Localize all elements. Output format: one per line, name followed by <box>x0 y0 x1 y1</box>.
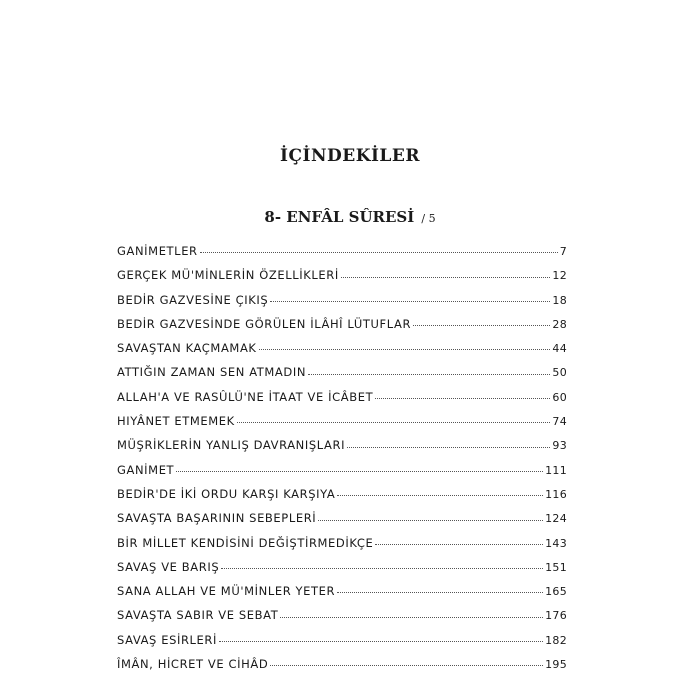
toc-entry[interactable] <box>117 263 567 287</box>
toc-entry-label: SANA ALLAH VE MÜ'MİNLER YETER <box>117 584 336 599</box>
toc-entry[interactable] <box>117 312 567 336</box>
toc-entry-page: 124 <box>545 512 567 526</box>
toc-dot-leader <box>337 495 543 496</box>
toc-entry-label: SAVAŞTA SABIR VE SEBAT <box>117 608 279 623</box>
toc-dot-leader <box>237 422 551 423</box>
toc-entry[interactable] <box>117 409 567 433</box>
toc-dot-leader <box>308 374 550 375</box>
toc-entry-label: GANİMET <box>117 462 175 477</box>
toc-entry-label: HIYÂNET ETMEMEK <box>117 414 235 429</box>
toc-entry-page: 74 <box>552 415 567 429</box>
toc-dot-leader <box>341 277 551 278</box>
toc-entry-label: GERÇEK MÜ'MİNLERİN ÖZELLİKLERİ <box>117 268 339 283</box>
toc-entry-page: 195 <box>545 658 567 672</box>
toc-entry[interactable] <box>117 288 567 312</box>
toc-dot-leader <box>347 447 550 448</box>
toc-entry[interactable] <box>117 385 567 409</box>
toc-entry-page: 143 <box>545 536 567 550</box>
section-heading-title: 8- ENFÂL SÛRESİ <box>264 208 415 226</box>
toc-entry-label: ATTIĞIN ZAMAN SEN ATMADIN <box>117 365 307 380</box>
toc-entry[interactable] <box>117 360 567 384</box>
toc-entry[interactable] <box>117 482 567 506</box>
toc-entry-page: 50 <box>552 366 567 380</box>
toc-dot-leader <box>318 520 543 521</box>
toc-dot-leader <box>280 617 543 618</box>
toc-entry[interactable] <box>117 506 567 530</box>
toc-entry-page: 116 <box>545 487 567 501</box>
toc-entry-page: 7 <box>559 245 567 258</box>
toc-dot-leader <box>337 592 543 593</box>
toc-dot-leader <box>375 544 543 545</box>
toc-dot-leader <box>270 665 543 666</box>
toc-dot-leader <box>219 641 543 642</box>
toc-entry-page: 28 <box>552 317 567 331</box>
toc-entry-label: BİR MİLLET KENDİSİNİ DEĞİŞTİRMEDİKÇE <box>117 535 374 550</box>
toc-dot-leader <box>375 398 550 399</box>
toc-entry-page: 18 <box>552 293 567 307</box>
toc-entry-page: 151 <box>545 560 567 574</box>
toc-dot-leader <box>200 252 558 253</box>
table-of-contents <box>117 239 567 676</box>
toc-dot-leader <box>221 568 543 569</box>
toc-entry[interactable] <box>117 579 567 603</box>
toc-entry[interactable] <box>117 433 567 457</box>
toc-entry-page: 60 <box>552 390 567 404</box>
toc-dot-leader <box>176 471 543 472</box>
toc-entry-page: 165 <box>545 585 567 599</box>
toc-entry-label: SAVAŞTAN KAÇMAMAK <box>117 341 257 356</box>
toc-entry[interactable] <box>117 555 567 579</box>
toc-entry[interactable] <box>117 652 567 676</box>
toc-entry-label: BEDİR GAZVESİNDE GÖRÜLEN İLÂHÎ LÜTUFLAR <box>117 316 412 331</box>
section-heading <box>0 207 700 226</box>
toc-entry[interactable] <box>117 336 567 360</box>
toc-entry-page: 182 <box>545 633 567 647</box>
toc-entry-label: MÜŞRİKLERİN YANLIŞ DAVRANIŞLARI <box>117 438 346 453</box>
toc-entry-page: 93 <box>552 439 567 453</box>
toc-entry-label: BEDİR'DE İKİ ORDU KARŞI KARŞIYA <box>117 486 336 501</box>
toc-dot-leader <box>259 349 551 350</box>
toc-entry-label: ÎMÂN, HİCRET VE CİHÂD <box>117 657 269 672</box>
page-title: İÇİNDEKİLER <box>280 146 420 166</box>
toc-entry-page: 44 <box>552 342 567 356</box>
toc-entry-label: SAVAŞ ESİRLERİ <box>117 632 218 647</box>
toc-entry-page: 111 <box>545 463 567 477</box>
toc-entry[interactable] <box>117 531 567 555</box>
toc-entry-label: GANİMETLER <box>117 244 198 258</box>
toc-dot-leader <box>413 325 550 326</box>
toc-entry[interactable] <box>117 239 567 263</box>
toc-entry[interactable] <box>117 628 567 652</box>
toc-entry[interactable] <box>117 458 567 482</box>
toc-entry[interactable] <box>117 603 567 627</box>
toc-dot-leader <box>270 301 550 302</box>
toc-entry-label: BEDİR GAZVESİNE ÇIKIŞ <box>117 292 269 307</box>
toc-entry-page: 12 <box>552 269 567 283</box>
section-heading-page: / 5 <box>421 212 436 225</box>
toc-entry-label: ALLAH'A VE RASÛLÜ'NE İTAAT VE İCÂBET <box>117 389 374 404</box>
toc-entry-label: SAVAŞ VE BARIŞ <box>117 559 220 574</box>
toc-entry-page: 176 <box>545 609 567 623</box>
toc-entry-label: SAVAŞTA BAŞARININ SEBEPLERİ <box>117 511 317 526</box>
